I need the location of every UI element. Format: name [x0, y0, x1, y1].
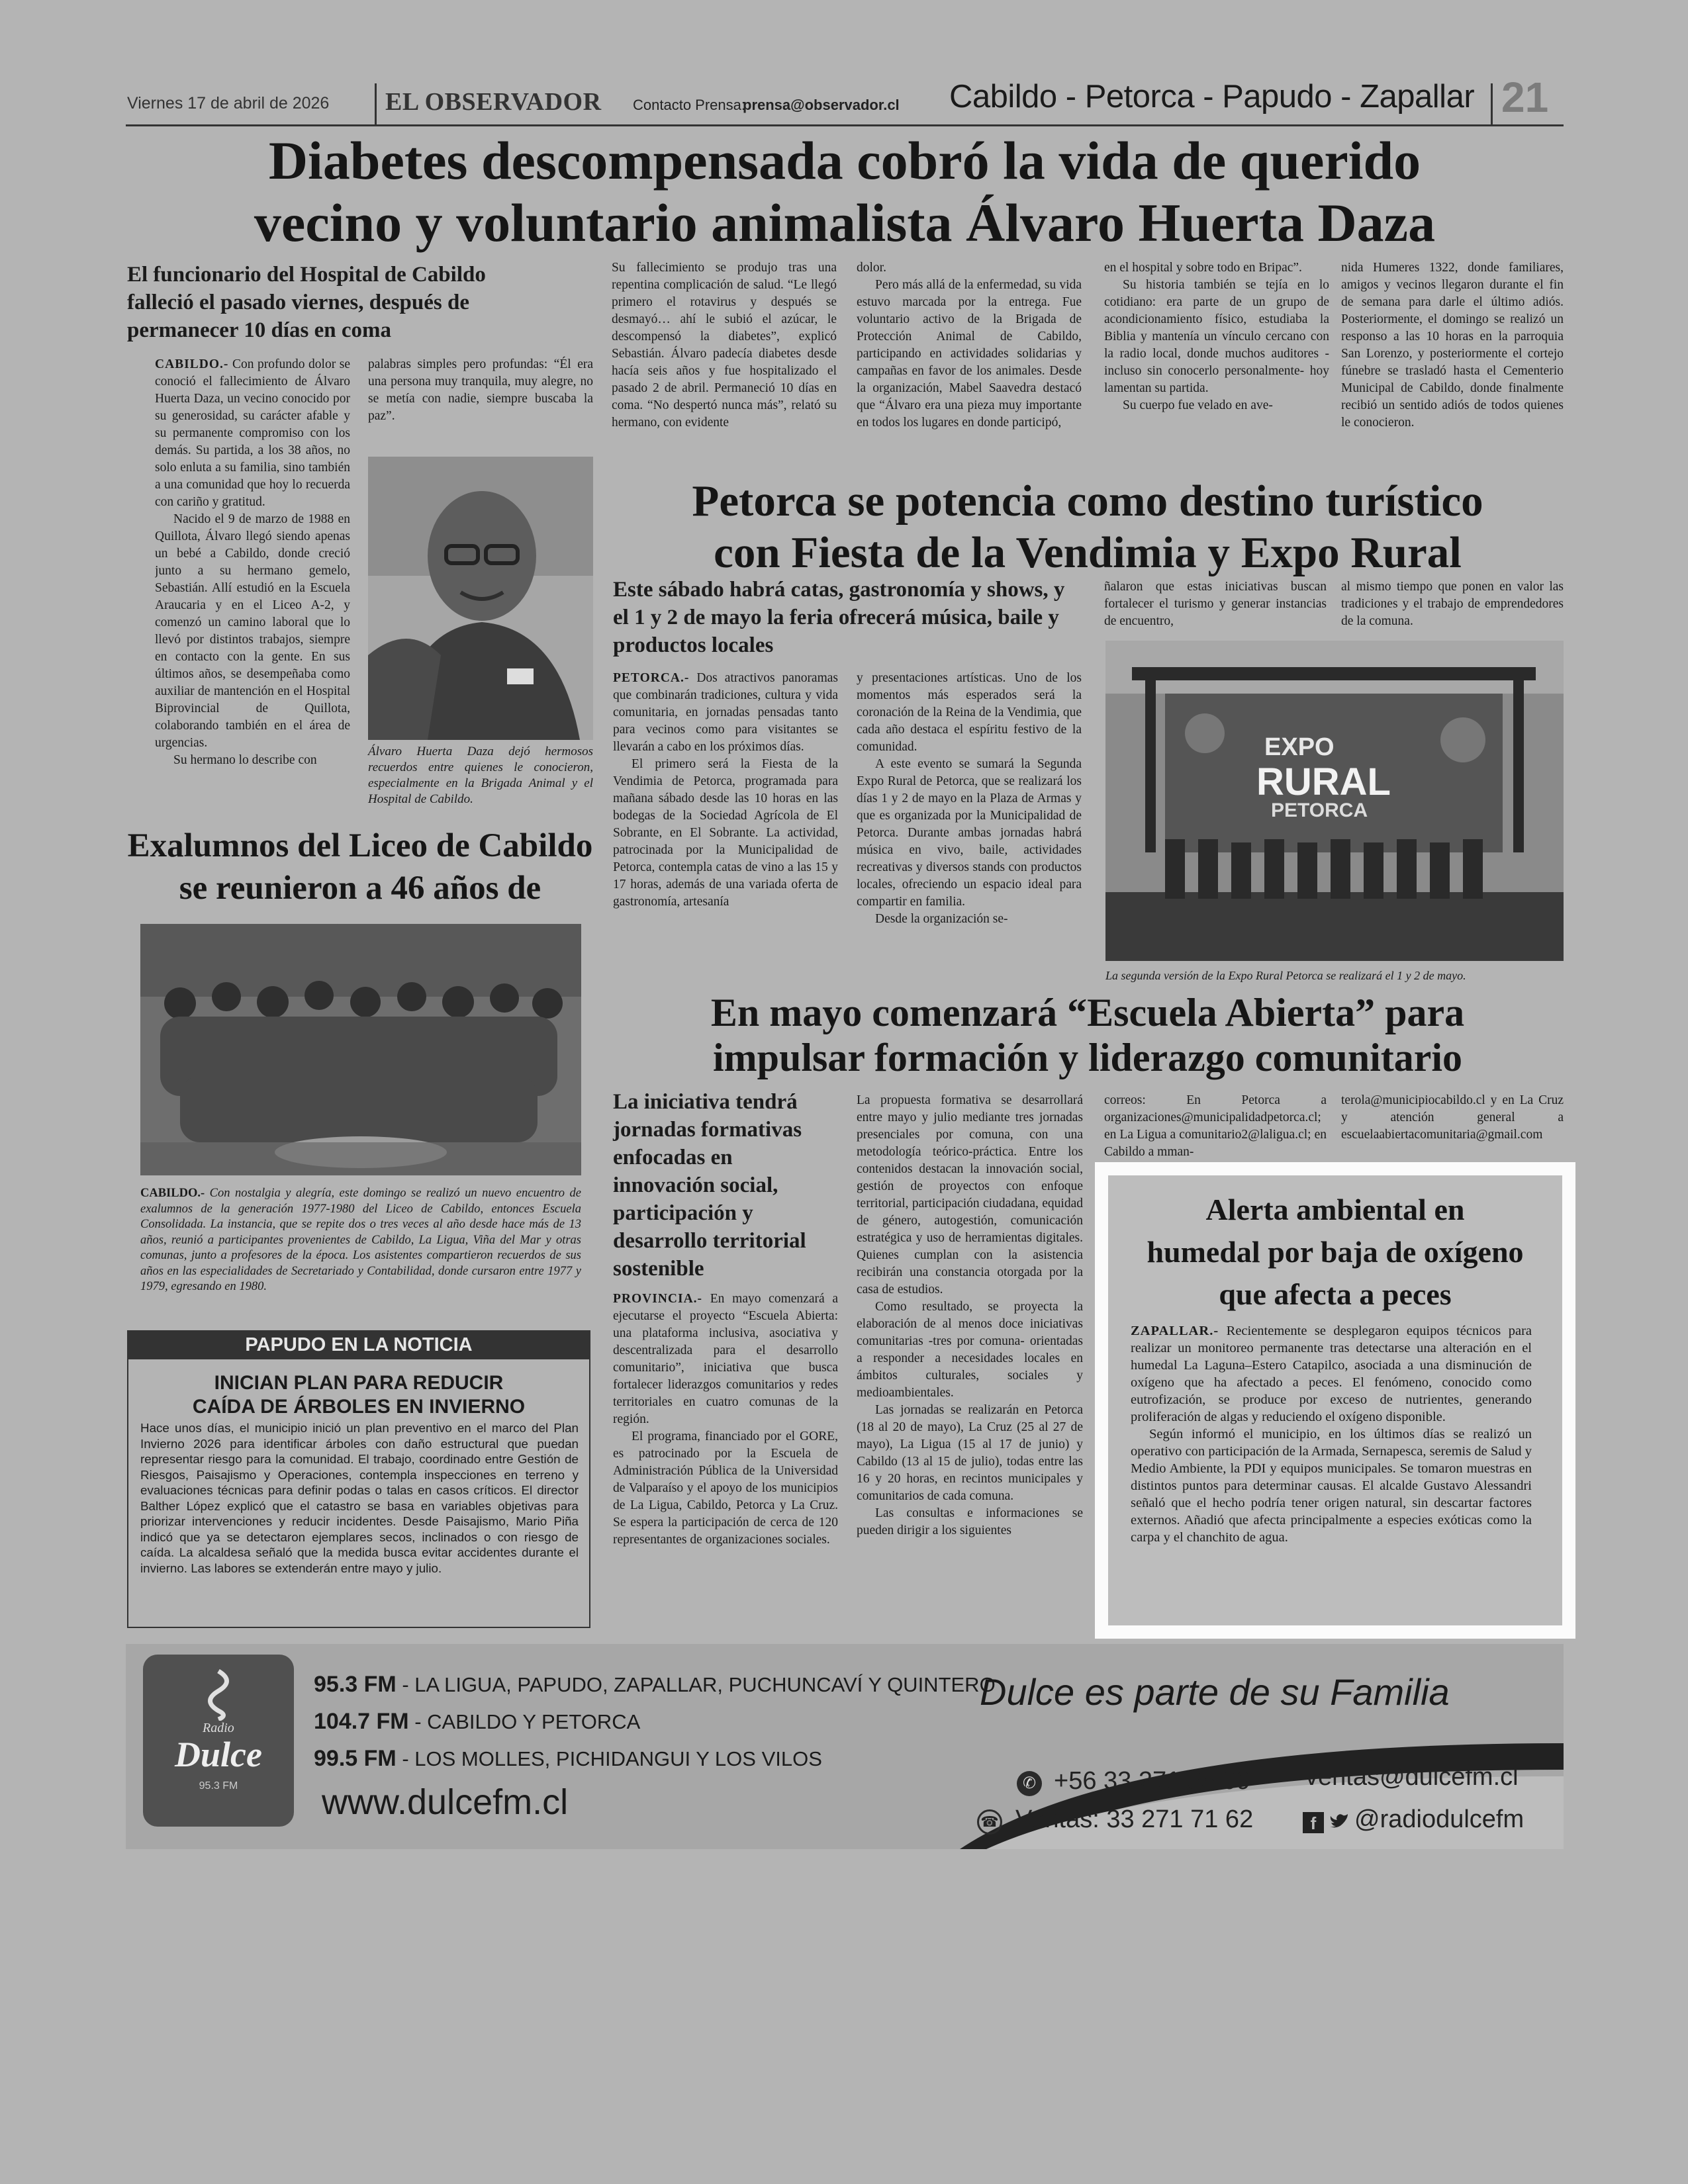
- a3-title: INICIAN PLAN PARA REDUCIR CAÍDA DE ÁRBOLES EN INVIERNO: [192, 1372, 526, 1418]
- header-contact-email[interactable]: prensa@observador.cl: [743, 97, 900, 113]
- a4-photo-caption: La segunda versión de la Expo Rural Petorca se realizará el 1 y 2 de mayo.: [1105, 969, 1466, 982]
- a4-col2: y presentaciones artísticas. Uno de los momentos más esperados será la coronación de la Reina de la Vendimia, que cada año destaca el espíritu festivo de la comunidad. A este evento se sumará la Segunda Expo Rural de Petorca, que se realizará los días 1 y 2 de mayo en la Plaza de Armas y que es organizada por la Municipalidad de Petorca. Durante ambas jornadas habrá música en vivo, baile, actividades recreativas y diversos stands con productos locales, ofreciendo un espacio ideal para compartir en familia. Desde la organización se-: [857, 671, 1082, 926]
- phone-icon: ☎: [977, 1809, 1002, 1835]
- ad-line-2: 104.7 FM - CABILDO Y PETORCA: [314, 1709, 641, 1734]
- a1-col6: nida Humeres 1322, donde familiares, amigos y vecinos llegaron durante el fin de semana para darle el último adiós. Posteriormente, el domingo se realizó un responso a las 10 horas en la parroquia San Lorenzo, y posteriormente el cortejo fúnebre se trasladó hasta el Cementerio Municipal de Cabildo, donde finalmente recibió un sentido adiós de todos quienes le conocieron.: [1341, 261, 1564, 430]
- a1-portrait-photo: [368, 457, 593, 740]
- a1-photo-caption: Álvaro Huerta Daza dejó hermosos recuerdos entre quienes le conocieron, especialmente en la Brigada Animal y el Hospital de Cabildo.: [368, 745, 593, 806]
- radio-logo-big: Dulce: [175, 1735, 262, 1774]
- a4-col1: PETORCA.- Dos atractivos panoramas que combinarán tradiciones, cultura y vida comunitaria, en jornadas pensadas tanto para vecinos como para visitantes se llevarán a cabo en los próximos días. El primero será la Fiesta de la Vendimia de Petorca, programada para mañana sábado desde las 10 horas en las bodegas de la Sociedad Agrícola de El Sobrante, en El Sobrante. La actividad, patrocinada por la Municipalidad de Petorca, contempla catas de vino a las 15 y 17 horas, además de una variada oferta de gastronomía, artesanía: [613, 671, 838, 909]
- a4-deck: Este sábado habrá catas, gastronomía y shows, y el 1 y 2 de mayo la feria ofrecerá música, baile y productos locales: [613, 578, 1065, 657]
- ad-email[interactable]: ventas@dulcefm.cl: [1305, 1763, 1519, 1791]
- ad-whatsapp[interactable]: +56 33 271 55 09: [1054, 1767, 1250, 1795]
- a5-col3: correos: En Petorca a organizaciones@municipalidadpetorca.cl; en La Ligua a comunitario2@laligua.cl; en Cabildo a mman-: [1104, 1093, 1327, 1159]
- a5-title: En mayo comenzará “Escuela Abierta” para impulsar formación y liderazgo comunitario: [710, 991, 1465, 1079]
- header-divider-left: [375, 83, 377, 124]
- whatsapp-icon: ✆: [1017, 1771, 1042, 1796]
- ad-line-3: 99.5 FM - LOS MOLLES, PICHIDANGUI Y LOS VILOS: [314, 1746, 822, 1771]
- radio-logo-swirl-icon: [199, 1668, 238, 1721]
- a5-col1: PROVINCIA.- En mayo comenzará a ejecutarse el proyecto “Escuela Abierta: una plataforma inclusiva, asociativa y descentralizada para el desarrollo comunitario”, iniciativa que busca fortalecer liderazgos comunitarios y redes territoriales en cuatro comunas de la región. El programa, financiado por el GORE, es patrocinado por la Escuela de Administración Pública de la Universidad de Valparaíso y el apoyo de los municipios de La Ligua, Cabildo, Petorca y La Cruz. Se espera la participación de cerca de 120 representantes de organizaciones sociales.: [613, 1292, 838, 1547]
- a4-title: Petorca se potencia como destino turístico con Fiesta de la Vendimia y Expo Rural: [692, 477, 1483, 577]
- a3-body: Hace unos días, el municipio inició un plan preventivo en el marco del Plan Invierno 2026 para identificar árboles con daño estructural que puedan representar riesgo para la comunidad. El trabajo, coordinado entre Gestión de Riesgos, Paisajismo y Operaciones, contempla inspecciones en terreno y evaluaciones técnicas para definir podas o talas en casos críticos. El director Balther López explicó que el catastro se basa en variables objetivas para priorizar intervenciones y reducir incidentes. Desde Paisajismo, Mario Piña indicó que ya se detectaron ejemplares secos, inclinados o con riesgo de caída. La alcaldesa señaló que la medida busca evitar accidentes durante el invierno. Las labores se extenderán entre mayo y julio.: [140, 1421, 579, 1575]
- a2-caption: CABILDO.- Con nostalgia y alegría, este domingo se realizó un nuevo encuentro de exalumnos de la generación 1977-1980 del Liceo de Cabildo, entonces Escuela Consolidada. La instancia, que se repite dos o tres veces al año desde hace más de 13 años, reunió a participantes provenientes de Cabildo, La Ligua, Viña del Mar y otras comunas, junto a profesores de la época. Los asistentes compartieron recuerdos de sus años en las especialidades de Secretariado y Contabilidad, donde cursaron entre 1977 y 1979, egresando en 1980.: [140, 1187, 581, 1293]
- expo-sign-line2: RURAL: [1256, 760, 1391, 803]
- header-paper-name: EL OBSERVADOR: [385, 88, 602, 116]
- header-divider-right: [1491, 83, 1493, 124]
- radio-logo-small: Radio: [203, 1721, 234, 1735]
- a6-body: ZAPALLAR.- Recientemente se desplegaron equipos técnicos para realizar un monitoreo permanente tras detectarse una alteración en el humedal La Laguna–Estero Catapilco, asociada a una disminución de oxígeno que ha afectado a peces. El fenómeno, conocido como eutrofización, se produce por exceso de nutrientes, generando proliferación de algas y reduciendo el oxígeno disponible. Según informó el municipio, en los últimos días se realizó un operativo con participación de la Armada, Sernapesca, seremis de Salud y Medio Ambiente, la PDI y equipos municipales. Se tomaron muestras en distintos puntos para determinar causas. El alcalde Gustavo Alessandri señaló que el hecho podría tener origen natural, sin descartar factores externos. Añadió que afecta principalmente a especies exóticas como la carpa y el chanchito de agua.: [1131, 1324, 1532, 1545]
- a4-expo-photo: [1105, 641, 1564, 961]
- a2-title: Exalumnos del Liceo de Cabildo se reunieron a 46 años de: [127, 827, 593, 907]
- a1-col2: palabras simples pero profundas: “Él era una persona muy tranquila, muy alegre, no se metía con nadie, siempre buscaba la paz”.: [368, 357, 593, 423]
- header-rule: [126, 124, 1564, 126]
- a2-group-photo: [140, 924, 581, 1175]
- page-number: 21: [1501, 73, 1549, 121]
- a4-col4: al mismo tiempo que ponen en valor las tradiciones y el trabajo de emprendedores de la comuna.: [1341, 580, 1564, 628]
- a6-title: Alerta ambiental en humedal por baja de oxígeno que afecta a peces: [1147, 1193, 1524, 1311]
- a5-col2: La propuesta formativa se desarrollará entre mayo y julio mediante tres jornadas presenciales por comuna, con una metodología teórico-práctica. Entre los contenidos destacan la innovación social, gestión de proyectos con enfoque territorial, participación ciudadana, equidad de género, autogestión, comunicación estratégica y uso de herramientas digitales. Quienes cumplan con la asistencia recibirán una constancia otorgada por la casa de estudios. Como resultado, se proyecta la elaboración de al menos doce iniciativas comunitarias -tres por comuna- orientadas a responder a necesidades locales en ámbitos culturales, sociales y medioambientales. Las jornadas se realizarán en Petorca (18 al 20 de mayo), La Cruz (25 al 27 de mayo), La Ligua (15 al 17 de junio) y Cabildo (13 al 15 de julio), todas entre las 16 y 20 horas, en recintos municipales y comunitarios de cada comuna. Las consultas e informaciones se pueden dirigir a los siguientes: [857, 1093, 1083, 1537]
- a3-banner: PAPUDO EN LA NOTICIA: [127, 1330, 590, 1359]
- header-date: Viernes 17 de abril de 2026: [127, 94, 330, 113]
- a5-col4: terola@municipiocabildo.cl y en La Cruz y atención general a escuelaabiertacomunitaria@gmail.com: [1341, 1093, 1564, 1142]
- header-contact-label: Contacto Prensa:: [633, 97, 745, 113]
- a1-col3: Su fallecimiento se produjo tras una repentina complicación de salud. “Le llegó primero el rotavirus y después se desmayó… ahí le subió el azúcar, le descompensó la diabetes”, explicó Sebastián. Álvaro padecía diabetes desde hacía seis años y fue hospitalizado el pasado 2 de abril. Permaneció 10 días en coma. “No despertó nunca más”, relató su hermano, con evidente: [612, 261, 837, 430]
- ad-social[interactable]: @radiodulcefm: [1354, 1805, 1524, 1833]
- header-region: Cabildo - Petorca - Papudo - Zapallar: [949, 79, 1475, 114]
- a4-col3: ñalaron que estas iniciativas buscan fortalecer el turismo y generar instancias de encuentro,: [1104, 580, 1327, 628]
- expo-sign-line3: PETORCA: [1271, 799, 1368, 821]
- expo-sign-line1: EXPO: [1264, 733, 1335, 761]
- a1-deck: El funcionario del Hospital de Cabildo falleció el pasado viernes, después de permanecer 10 días en coma: [127, 263, 486, 342]
- twitter-icon: [1328, 1809, 1352, 1833]
- a1-col4: dolor. Pero más allá de la enfermedad, su vida estuvo marcada por la entrega. Fue voluntario activo de la Brigada de Protección Animal de Cabildo, participando en actividades solidarias y campañas en favor de los animales. Desde la organización, Mabel Saavedra destacó que “Álvaro era una pieza muy importante en todos los lugares en donde participó,: [857, 261, 1082, 430]
- facebook-icon: f: [1303, 1812, 1324, 1833]
- ad-phone[interactable]: Ventas: 33 271 71 62: [1015, 1805, 1254, 1833]
- a5-deck: La iniciativa tendrá jornadas formativas enfocadas en innovación social, participación y desarrollo territorial sostenible: [613, 1090, 806, 1281]
- ad-website[interactable]: www.dulcefm.cl: [322, 1782, 569, 1822]
- ad-line-1: 95.3 FM - LA LIGUA, PAPUDO, ZAPALLAR, PUCHUNCAVÍ Y QUINTERO: [314, 1672, 996, 1697]
- a1-col5: en el hospital y sobre todo en Bripac”. Su historia también se tejía en lo cotidiano: era parte de un grupo de acondicionamiento físico, estudiaba la Biblia y mantenía un vínculo cercano con la radio local, donde muchos auditores -incluso sin conocerlo personalmente- hoy lamentan su partida. Su cuerpo fue velado en ave-: [1104, 261, 1329, 412]
- ad-slogan: Dulce es parte de su Familia: [980, 1671, 1450, 1713]
- a1-col1: CABILDO.- Con profundo dolor se conoció el fallecimiento de Álvaro Huerta Daza, un vecino conocido por su generosidad, su carácter afable y su permanente compromiso con los demás. Su partida, a los 38 años, no solo enluta a su familia, sino también a una comunidad que hoy lo recuerda con cariño y gratitud. Nacido el 9 de marzo de 1988 en Quillota, Álvaro llegó siendo apenas un bebé a Cabildo, donde creció junto a su hermano gemelo, Sebastián. Allí estudió en la Escuela Araucaria y en el Liceo A-2, y comenzó un camino laboral que lo llevó por distintos trabajos, siempre en contacto con la gente. En sus últimos años, se desempeñaba como auxiliar de mantención en el Hospital Biprovincial de Quillota, colaborando también en el área de urgencias. Su hermano lo describe con: [155, 357, 350, 767]
- radio-logo-freq: 95.3 FM: [199, 1780, 238, 1792]
- a1-title: Diabetes descompensada cobró la vida de querido vecino y voluntario animalista Álvaro Huerta Daza: [254, 130, 1436, 253]
